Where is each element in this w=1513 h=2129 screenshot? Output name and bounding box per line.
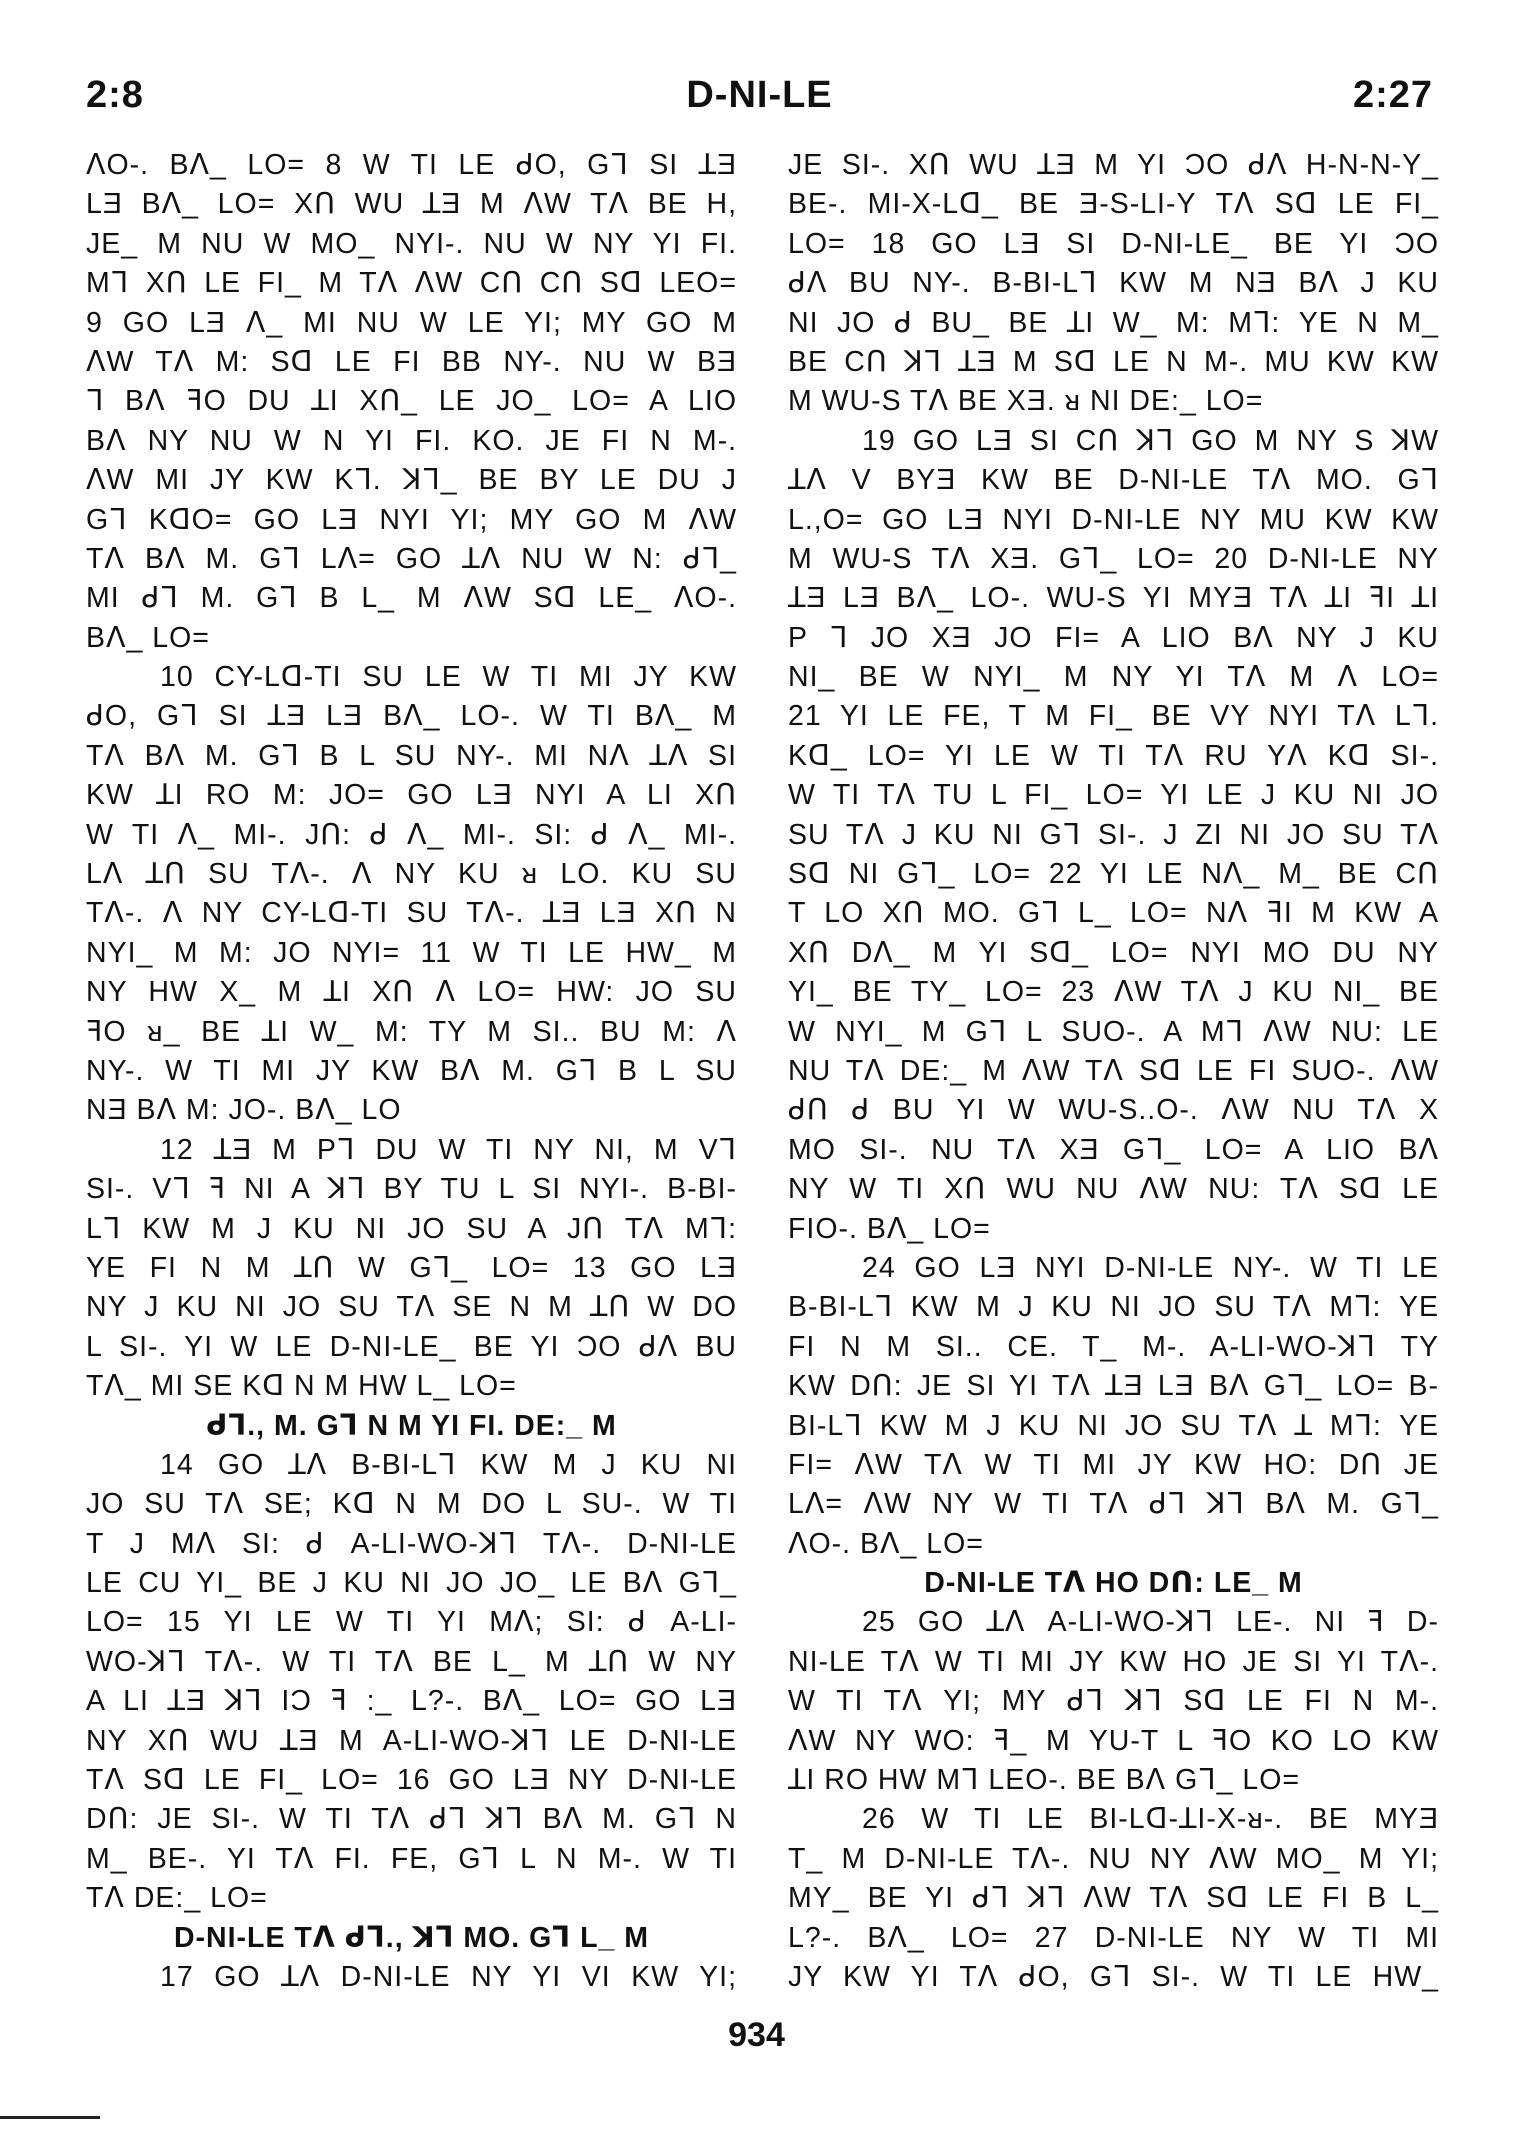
text-line: MI ᑯᒣ M. Gᒣ B L_ M ᐱW Sᗡ LE_ ᐱO-.: [86, 582, 737, 615]
text-line: KW ꓕI RO M: JO= GO LƎ NYI A LI Xᑎ: [86, 779, 737, 812]
running-title: D-NI-LE: [686, 74, 833, 116]
text-line: ᐱO-. Bᐱ_ LO=: [788, 1527, 984, 1560]
text-line: ᒣ Bᐱ ꟻO DU ꓕI Xᑎ_ LE JO_ LO= A LIO: [86, 385, 737, 418]
text-line: NI_ BE W NYI_ M NY YI Tᐱ M ᐱ LO=: [788, 661, 1439, 694]
text-line: Lᐱ= ᐱW NY W TI Tᐱ ᑯᒣ ꓘᒣ Bᐱ M. Gᒣ_: [788, 1488, 1439, 1521]
text-line: L SI-. YI W LE D-NI-LE_ BE YI ϽO ᑯᐱ BU: [86, 1330, 737, 1363]
verse-start-line: 12 ꓕƎ M Pᒣ DU W TI NY NI, M Vᒣ: [160, 1133, 737, 1166]
text-line: W TI ᐱ_ MI-. Jᑎ: ᑯ ᐱ_ MI-. SI: ᑯ ᐱ_ MI-.: [86, 818, 737, 851]
text-line: NƎ Bᐱ M: JO-. Bᐱ_ LO: [86, 1094, 402, 1127]
text-line: Tᐱ DE:_ LO=: [86, 1882, 268, 1915]
text-line: ᐱW MI JY KW Kᒣ. ꓘᒣ_ BE BY LE DU J: [86, 464, 737, 497]
text-line: M_ BE-. YI Tᐱ FI. FE, Gᒣ L N M-. W TI: [86, 1842, 737, 1875]
text-line: ᐱW NY WO: ꟻ_ M YU-T L ꟻO KO LO KW: [788, 1724, 1439, 1757]
verse-start-line: 24 GO LƎ NYI D-NI-LE NY-. W TI LE: [862, 1251, 1439, 1284]
text-line: ᐱW Tᐱ M: Sᗡ LE FI BB NY-. NU W BƎ: [86, 345, 737, 378]
verse-start-line: 14 GO ꓕᐱ B-BI-Lᒣ KW M J KU NI: [160, 1448, 737, 1481]
text-line: Tᐱ Bᐱ M. Gᒣ B L SU NY-. MI Nᐱ ꓕᐱ SI: [86, 739, 737, 772]
text-line: W NYI_ M Gᒣ L SUO-. A Mᒣ ᐱW NU: LE: [788, 1015, 1439, 1048]
text-line: LO= 15 YI LE W TI YI Mᐱ; SI: ᑯ A-LI-: [86, 1606, 737, 1639]
text-line: W TI Tᐱ TU L FI_ LO= YI LE J KU NI JO: [788, 779, 1439, 812]
text-line: NY-. W TI MI JY KW Bᐱ M. Gᒣ B L SU: [86, 1054, 737, 1087]
text-line: 9 GO LƎ ᐱ_ MI NU W LE YI; MY GO M: [86, 306, 737, 339]
section-heading: D-NI-LE Tᐱ ᑯᒣ., ꓘᒣ MO. Gᒣ L_ M: [173, 1921, 650, 1954]
text-line: T J Mᐱ SI: ᑯ A-LI-WO-ꓘᒣ Tᐱ-. D-NI-LE: [86, 1527, 737, 1560]
text-line: T_ M D-NI-LE Tᐱ-. NU NY ᐱW MO_ M YI;: [788, 1842, 1439, 1875]
text-line: Dᑎ: JE SI-. W TI Tᐱ ᑯᒣ ꓘᒣ Bᐱ M. Gᒣ N: [86, 1803, 737, 1836]
text-line: YI_ BE TY_ LO= 23 ᐱW Tᐱ J KU NI_ BE: [788, 976, 1439, 1009]
text-line: Tᐱ Sᗡ LE FI_ LO= 16 GO LƎ NY D-NI-LE: [86, 1764, 737, 1797]
text-line: NY W TI Xᑎ WU NU ᐱW NU: Tᐱ Sᗡ LE: [788, 1173, 1439, 1206]
text-line: BE Cᑎ ꓘᒣ ꓕƎ M Sᗡ LE N M-. MU KW KW: [788, 345, 1439, 378]
text-line: W TI Tᐱ YI; MY ᑯᒣ ꓘᒣ Sᗡ LE FI N M-.: [788, 1685, 1439, 1718]
text-line: YE FI N M ꓕᑎ W Gᒣ_ LO= 13 GO LƎ: [86, 1251, 737, 1284]
text-line: MO SI-. NU Tᐱ XƎ Gᒣ_ LO= A LIO Bᐱ: [788, 1133, 1439, 1166]
text-line: LO= 18 GO LƎ SI D-NI-LE_ BE YI ϽO: [788, 227, 1439, 260]
text-line: MY_ BE YI ᑯᒣ ꓘᒣ ᐱW Tᐱ Sᗡ LE FI B L_: [788, 1882, 1439, 1915]
text-line: Mᒣ Xᑎ LE FI_ M Tᐱ ᐱW Cᑎ Cᑎ Sᗡ LEO=: [86, 267, 737, 300]
text-line: JY KW YI Tᐱ ᑯO, Gᒣ SI-. W TI LE HW_: [788, 1960, 1439, 1993]
text-line: NY Xᑎ WU ꓕƎ M A-LI-WO-ꓘᒣ LE D-NI-LE: [86, 1724, 737, 1757]
text-line: BI-Lᒣ KW M J KU NI JO SU Tᐱ ꓕ Mᒣ: YE: [788, 1409, 1439, 1442]
text-line: B-BI-Lᒣ KW M J KU NI JO SU Tᐱ Mᒣ: YE: [788, 1291, 1439, 1324]
page-number: 934: [728, 2016, 785, 2054]
text-line: Lᒣ KW M J KU NI JO SU A Jᑎ Tᐱ Mᒣ:: [86, 1212, 737, 1245]
text-line: WO-ꓘᒣ Tᐱ-. W TI Tᐱ BE L_ M ꓕᑎ W NY: [86, 1645, 737, 1678]
text-line: L?-. Bᐱ_ LO= 27 D-NI-LE NY W TI MI: [788, 1921, 1439, 1954]
chapter-verse-start: 2:8: [86, 74, 144, 116]
text-line: ᑯᐱ BU NY-. B-BI-Lᒣ KW M NƎ Bᐱ J KU: [788, 267, 1439, 300]
text-line: P ᒣ JO XƎ JO FI= A LIO Bᐱ NY J KU: [788, 621, 1439, 654]
section-heading: D-NI-LE Tᐱ HO Dᑎ: LE_ M: [924, 1567, 1303, 1600]
text-line: Tᐱ_ MI SE Kᗡ N M HW L_ LO=: [86, 1370, 517, 1403]
text-line: FI= ᐱW Tᐱ W TI MI JY KW HO: Dᑎ JE: [788, 1448, 1439, 1481]
text-line: ꟻO ᴚ_ BE ꓕI W_ M: TY M SI.. BU M: ᐱ: [86, 1015, 737, 1048]
text-line: NY HW X_ M ꓕI Xᑎ ᐱ LO= HW: JO SU: [86, 976, 737, 1009]
text-line: JE_ M NU W MO_ NYI-. NU W NY YI FI.: [86, 227, 737, 260]
text-line: FIO-. Bᐱ_ LO=: [788, 1212, 991, 1245]
page-header: [86, 74, 1433, 124]
text-line: Sᗡ NI Gᒣ_ LO= 22 YI LE Nᐱ_ M_ BE Cᑎ: [788, 858, 1439, 891]
footer-rule: [0, 2116, 100, 2119]
text-line: JE SI-. Xᑎ WU ꓕƎ M YI ϽO ᑯᐱ H-N-N-Y_: [788, 149, 1439, 181]
chapter-verse-end: 2:27: [1352, 74, 1433, 116]
verse-start-line: 26 W TI LE BI-Lᗡ-ꓕI-X-ᴚ-. BE MYƎ: [862, 1803, 1439, 1836]
text-line: FI N M SI.. CE. T_ M-. A-LI-WO-ꓘᒣ TY: [788, 1330, 1439, 1363]
text-line: A LI ꓕƎ ꓘᒣ IϽ ꟻ :_ L?-. Bᐱ_ LO= GO LƎ: [86, 1685, 737, 1718]
verse-start-line: 25 GO ꓕᐱ A-LI-WO-ꓘᒣ LE-. NI ꟻ D-: [862, 1606, 1439, 1639]
text-line: Tᐱ Bᐱ M. Gᒣ Lᐱ= GO ꓕᐱ NU W N: ᑯᒣ_: [86, 542, 737, 575]
text-line: ꓕI RO HW Mᒣ LEO-. BE Bᐱ Gᒣ_ LO=: [788, 1764, 1301, 1797]
text-line: NU Tᐱ DE:_ M ᐱW Tᐱ Sᗡ LE FI SUO-. ᐱW: [788, 1054, 1439, 1087]
text-line: KW Dᑎ: JE SI YI Tᐱ ꓕƎ LƎ Bᐱ Gᒣ_ LO= B-: [788, 1370, 1439, 1403]
text-line: Lᐱ ꓕᑎ SU Tᐱ-. ᐱ NY KU ᴚ LO. KU SU: [86, 858, 737, 891]
text-line: 21 YI LE FE, T M FI_ BE VY NYI Tᐱ Lᒣ.: [788, 700, 1439, 733]
text-line: NYI_ M M: JO NYI= 11 W TI LE HW_ M: [86, 936, 737, 969]
section-heading: ᑯᒣ., M. Gᒣ N M YI FI. DE:_ M: [206, 1409, 617, 1442]
left-text-column: [86, 146, 737, 1997]
text-line: NI-LE Tᐱ W TI MI JY KW HO JE SI YI Tᐱ-.: [788, 1645, 1439, 1678]
text-line: SI-. Vᒣ ꟻ NI A ꓘᒣ BY TU L SI NYI-. B-BI-: [86, 1173, 737, 1206]
verse-start-line: 10 CY-Lᗡ-TI SU LE W TI MI JY KW: [160, 661, 737, 694]
text-line: L.,O= GO LƎ NYI D-NI-LE NY MU KW KW: [788, 503, 1439, 536]
text-line: SU Tᐱ J KU NI Gᒣ SI-. J ZI NI JO SU Tᐱ: [788, 818, 1439, 851]
text-line: JO SU Tᐱ SE; Kᗡ N M DO L SU-. W TI: [86, 1488, 737, 1521]
text-line: ᑯᑎ ᑯ BU YI W WU-S..O-. ᐱW NU Tᐱ X: [788, 1094, 1439, 1127]
text-line: LƎ Bᐱ_ LO= Xᑎ WU ꓕƎ M ᐱW Tᐱ BE H,: [86, 188, 737, 221]
text-line: Bᐱ_ LO=: [86, 621, 210, 654]
verse-start-line: 19 GO LƎ SI Cᑎ ꓘᒣ GO M NY S ꓘW: [862, 424, 1439, 457]
text-line: Kᗡ_ LO= YI LE W TI Tᐱ RU Yᐱ Kᗡ SI-.: [788, 739, 1439, 772]
text-line: BE-. MI-X-Lᗡ_ BE Ǝ-S-LI-Y Tᐱ Sᗡ LE FI_: [788, 188, 1439, 221]
text-line: ꓕƎ LƎ Bᐱ_ LO-. WU-S YI MYƎ Tᐱ ꓕI ꟻI ꓕI: [788, 582, 1439, 615]
text-line: NY J KU NI JO SU Tᐱ SE N M ꓕᑎ W DO: [86, 1291, 737, 1324]
right-text-column: [788, 146, 1439, 1997]
text-line: Tᐱ-. ᐱ NY CY-Lᗡ-TI SU Tᐱ-. ꓕƎ LƎ Xᑎ N: [86, 897, 737, 930]
text-line: M WU-S Tᐱ BE XƎ. ᴚ NI DE:_ LO=: [788, 385, 1264, 418]
text-line: NI JO ᑯ BU_ BE ꓕI W_ M: Mᒣ: YE N M_: [788, 306, 1439, 339]
text-line: LE CU YI_ BE J KU NI JO JO_ LE Bᐱ Gᒣ_: [86, 1567, 737, 1600]
verse-start-line: 17 GO ꓕᐱ D-NI-LE NY YI VI KW YI;: [160, 1960, 737, 1993]
text-line: ꓕᐱ V BYƎ KW BE D-NI-LE Tᐱ MO. Gᒣ: [788, 464, 1439, 497]
text-line: ᐱO-. Bᐱ_ LO= 8 W TI LE ᑯO, Gᒣ SI ꓕƎ: [86, 149, 737, 181]
text-line: Gᒣ KᗡO= GO LƎ NYI YI; MY GO M ᐱW: [86, 503, 737, 536]
text-line: M WU-S Tᐱ XƎ. Gᒣ_ LO= 20 D-NI-LE NY: [788, 542, 1439, 575]
text-line: Xᑎ Dᐱ_ M YI Sᗡ_ LO= NYI MO DU NY: [788, 936, 1439, 969]
text-line: T LO Xᑎ MO. Gᒣ L_ LO= Nᐱ ꟻI M KW A: [788, 897, 1439, 930]
text-line: ᑯO, Gᒣ SI ꓕƎ LƎ Bᐱ_ LO-. W TI Bᐱ_ M: [86, 700, 737, 733]
text-line: Bᐱ NY NU W N YI FI. KO. JE FI N M-.: [86, 424, 737, 457]
